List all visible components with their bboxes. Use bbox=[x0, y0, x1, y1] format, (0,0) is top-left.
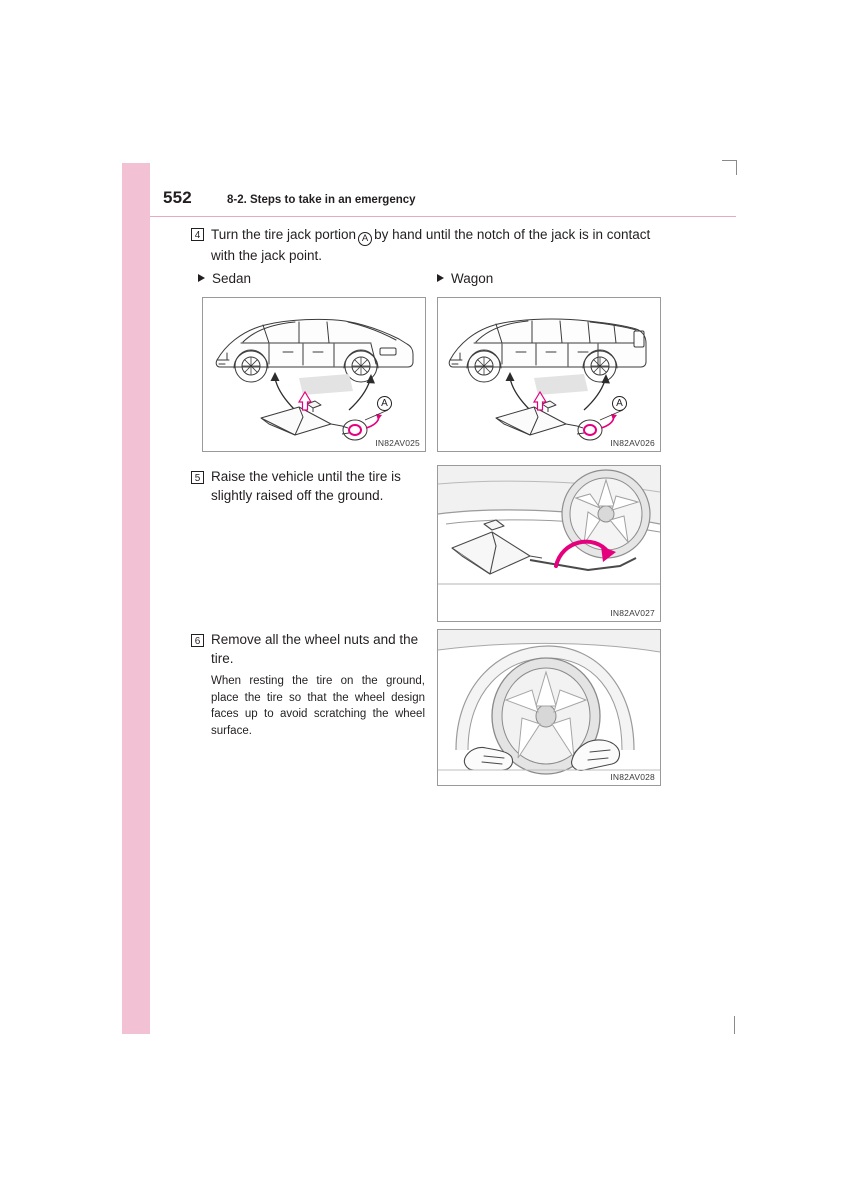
triangle-bullet-icon bbox=[198, 274, 205, 282]
figure-sedan-jack bbox=[202, 297, 426, 452]
header-divider bbox=[150, 216, 736, 217]
figure-code-raise: IN82AV027 bbox=[610, 608, 655, 618]
crop-mark-bottom-right bbox=[734, 1016, 735, 1034]
figure-raise-illustration bbox=[438, 466, 660, 621]
figure-wagon-illustration bbox=[438, 298, 660, 451]
page-edge-accent-bar bbox=[122, 163, 150, 1034]
step-number-6: 6 bbox=[191, 634, 204, 647]
crop-mark-top-right bbox=[722, 160, 737, 175]
page-number: 552 bbox=[163, 188, 192, 207]
figure-callout-a-sedan: A bbox=[377, 396, 392, 411]
figure-code-sedan: IN82AV025 bbox=[375, 438, 420, 448]
step-number-5: 5 bbox=[191, 471, 204, 484]
figure-sedan-illustration bbox=[203, 298, 425, 451]
step-4-text-after: by hand until the notch of the jack is in contact with the jack point. bbox=[211, 227, 651, 263]
subcaption-wagon bbox=[437, 271, 493, 286]
page-header-title: 8-2. Steps to take in an emergency bbox=[227, 194, 416, 206]
figure-code-remove: IN82AV028 bbox=[610, 772, 655, 782]
figure-raise-vehicle bbox=[437, 465, 661, 622]
triangle-bullet-icon bbox=[437, 274, 444, 282]
figure-code-wagon: IN82AV026 bbox=[610, 438, 655, 448]
figure-callout-a-wagon: A bbox=[612, 396, 627, 411]
subcaption-sedan bbox=[198, 271, 251, 286]
step-5-text: Raise the vehicle until the tire is slightly raised off the ground. bbox=[211, 469, 401, 503]
figure-wagon-jack bbox=[437, 297, 661, 452]
subcaption-wagon-label: Wagon bbox=[451, 271, 494, 286]
callout-marker-a-inline: A bbox=[358, 232, 372, 246]
step-4-text-before: Turn the tire jack portion bbox=[211, 227, 357, 242]
figure-remove-illustration bbox=[438, 630, 660, 785]
subcaption-sedan-label: Sedan bbox=[212, 271, 252, 286]
step-6-text: Remove all the wheel nuts and the tire. bbox=[211, 632, 419, 666]
step-number-4: 4 bbox=[191, 228, 204, 241]
step-4-text bbox=[211, 225, 666, 265]
figure-remove-wheel bbox=[437, 629, 661, 786]
step-6-note: When resting the tire on the ground, place the tire so that the wheel design faces up to avoid scratching the wheel surface. bbox=[211, 675, 425, 737]
